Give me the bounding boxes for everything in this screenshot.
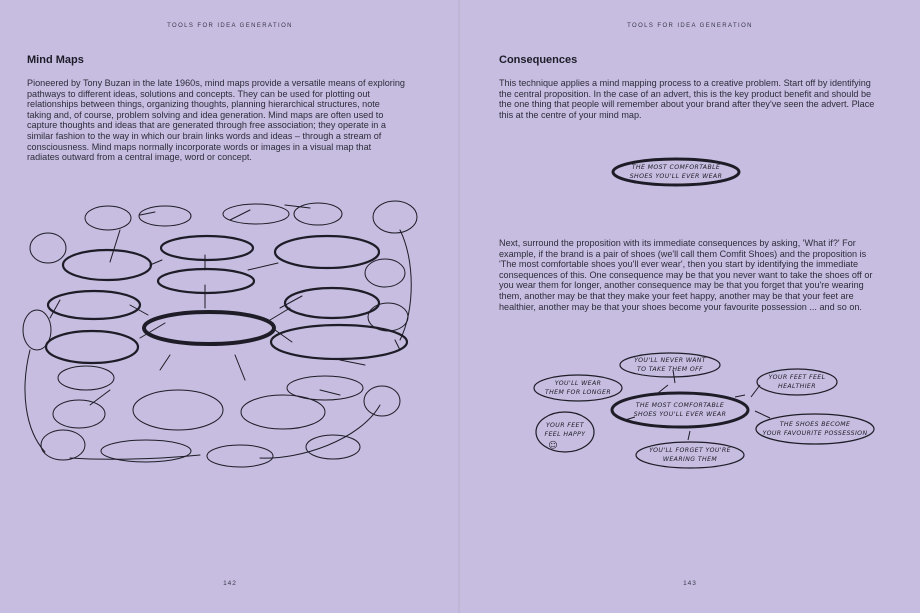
mind-map-outer-bubbles [23,201,417,467]
consequence-text: THEM FOR LONGER [544,389,612,396]
consequence-bubble [636,442,744,468]
consequence-text: YOUR FEET [545,422,585,429]
consequence-text: WEARING THEM [662,456,718,463]
consequence-text: YOUR FEET FEEL [768,374,826,381]
page-number-left: 142 [223,580,237,587]
consequence-feet-healthier [757,369,837,395]
section-title-mind-maps: Mind Maps [27,54,84,66]
consequence-bubble [534,375,622,401]
consequences-map-illustration [530,345,890,475]
proposition-illustration [610,148,790,198]
consequences-central-line-2: SHOES YOU'LL EVER WEAR [633,411,727,418]
page-number-right: 143 [683,580,697,587]
proposition-bubble [613,159,739,185]
consequence-text: YOUR FAVOURITE POSSESSION [762,430,868,437]
running-header-right: TOOLS FOR IDEA GENERATION [627,23,753,29]
proposition-line-1: THE MOST COMFORTABLE [631,164,721,171]
consequences-central-bubble [612,393,748,427]
consequence-bubble [756,414,874,444]
running-header-left: TOOLS FOR IDEA GENERATION [167,23,293,29]
consequence-text: HEALTHIER [778,383,816,390]
consequence-feet-happy [536,412,594,452]
proposition-line-2: SHOES YOU'LL EVER WEAR [629,173,723,180]
consequence-never-take-off [620,353,720,377]
mind-map-central-bubble [144,312,274,344]
mind-map-illustration [20,190,440,480]
consequences-central-line-1: THE MOST COMFORTABLE [635,402,725,409]
consequence-text: TO TAKE THEM OFF [636,366,704,373]
consequence-text: FEEL HAPPY [544,431,586,438]
consequences-body-text-2: Next, surround the proposition with its immediate consequences by asking, 'What if?' For example, if the brand is a pair of shoes (we'll call them Comfit Shoes) and the proposition is 'The most comfortable shoes you'll ever wear', then you start by identifying the immediate consequences of this. One consequence may be that you never want to take the shoes off or you wear them for longer, another consequence may be that you forget that you're wearing them, another may be that they make your feet happy, another may be that your feet are healthier, another may be that your shoes become your favourite possession ... and so on. [499,238,873,312]
consequence-text: YOU'LL FORGET YOU'RE [649,447,731,454]
consequence-forget-wearing [636,442,744,468]
consequence-text: YOU'LL WEAR [554,380,602,387]
consequence-wear-longer [534,375,622,401]
consequences-body-text-1: This technique applies a mind mapping process to a creative problem. Start off by identifying the central proposition. In the case of an advert, this is the key product benefit and should be the one thing that people will remember about your brand after they've seen the advert. Place this at the centre of your mind map. [499,78,875,120]
consequence-favourite-possession [756,414,874,444]
consequence-bubble [757,369,837,395]
consequence-text: THE SHOES BECOME [779,421,851,428]
section-title-consequences: Consequences [499,54,578,66]
mind-maps-body-text: Pioneered by Tony Buzan in the late 1960s, mind maps provide a versatile means of exploring pathways to different ideas, solutions and concepts. They can be used for plotting out relationships between things, organizing thoughts, planning hierarchical structures, note taking and, of course, problem solving and idea generation. Mind maps are often used to capture thoughts and ideas that are generated through free association; they operate in a similar fashion to the way in which our brain links words and ideas – through a stream of consciousness. Mind maps normally incorporate words or images in a visual map that radiates outward from a central image, word or concept. [27,78,405,163]
smiley-icon: ☺ [548,441,558,451]
consequence-text: YOU'LL NEVER WANT [634,357,706,364]
right-page [460,0,920,613]
